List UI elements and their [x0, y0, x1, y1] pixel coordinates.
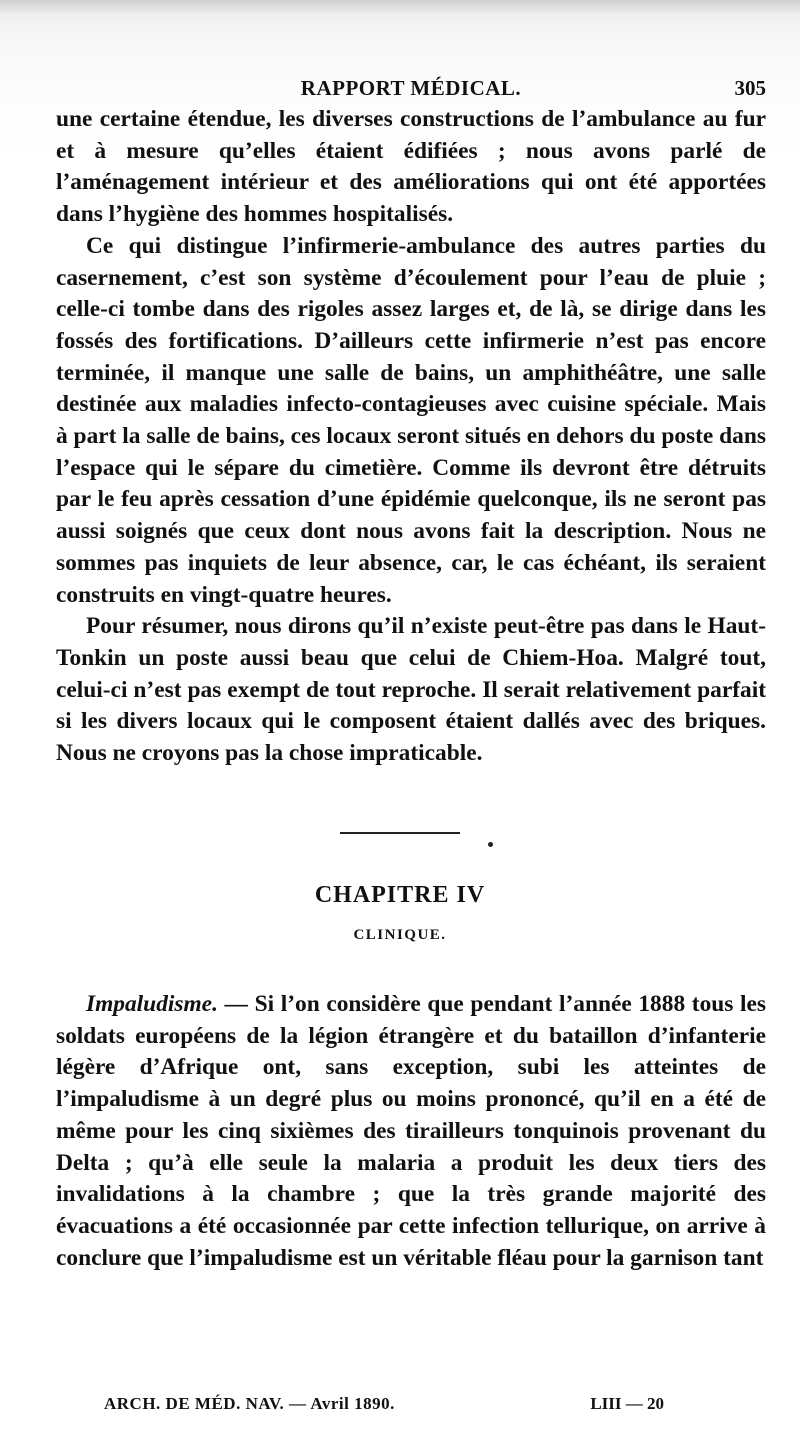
section-divider-rule: [340, 832, 460, 834]
section-lead-heading: Impaludisme.: [86, 991, 218, 1017]
paragraph-impaludisme: [56, 989, 766, 1274]
section-text: [56, 989, 766, 1274]
chapter-title: CHAPITRE IV: [314, 882, 486, 908]
running-head: [56, 76, 766, 106]
footer-volume-signature: LIII — 20: [590, 1394, 664, 1413]
paragraph-continuation: une certaine étendue, les diverses constructions de l’ambulance au fur et à mesure qu’elles étaient édifiées ; nous avons parlé de l’aménagement intérieur et des améliorations qui ont été apportées dans l’hygiène des hommes hospitalisés.: [56, 106, 766, 228]
chapter-subtitle: CLINIQUE.: [353, 927, 447, 943]
section-lead-text: — Si l’on considère que pendant l’année 1888 tous les soldats européens de la légion étrangère et du bataillon d’infanterie légère d’Afrique ont, sans exception, subi les atteintes de l’impaludisme à un degré plus ou moins prononcé, qu’il en a été de même pour les cinq sixièmes des tirailleurs tonquinois provenant du Delta ; qu’à elle seule la malaria a produit les deux tiers des invalidations à la chambre ; que la très grande majorité des évacuations a été occasionnée par cette infection tellurique, on arrive à conclure que l’impaludisme est un véritable fléau pour la garnison tant: [56, 991, 766, 1271]
paragraph-summary: Pour résumer, nous dirons qu’il n’existe peut-être pas dans le Haut-Tonkin un poste aussi beau que celui de Chiem-Hoa. Malgré tout, celui-ci n’est pas exempt de tout reproche. Il serait relativement parfait si les divers locaux qui le composent étaient dallés avec des briques. Nous ne croyons pas la chose impraticable.: [56, 613, 766, 767]
footer-journal-reference: ARCH. DE MÉD. NAV. — Avril 1890.: [104, 1394, 395, 1413]
scan-edge-shading: [0, 0, 800, 14]
page-number: 305: [734, 76, 766, 100]
paragraph-drainage: Ce qui distingue l’infirmerie-ambulance des autres parties du casernement, c’est son système d’écoulement pour l’eau de pluie ; celle-ci tombe dans des rigoles assez larges et, de là, se dirige dans les fossés des fortifications. D’ailleurs cette infirmerie n’est pas encore terminée, il manque une salle de bains, un amphithéâtre, une salle destinée aux maladies infecto-contagieuses avec cuisine spéciale. Mais à part la salle de bains, ces locaux seront situés en dehors du poste dans l’espace qui le sépare du cimetière. Comme ils devront être détruits par le feu après cessation d’une épidémie quelconque, ils ne seront pas aussi soignés que ceux dont nous avons fait la description. Nous ne sommes pas inquiets de leur absence, car, le cas échéant, ils seraient construits en vingt-quatre heures.: [56, 232, 766, 608]
body-text: [56, 104, 766, 770]
page-footer: [104, 1394, 664, 1418]
divider-ink-dot: [488, 842, 493, 847]
running-head-title: RAPPORT MÉDICAL.: [300, 76, 522, 100]
